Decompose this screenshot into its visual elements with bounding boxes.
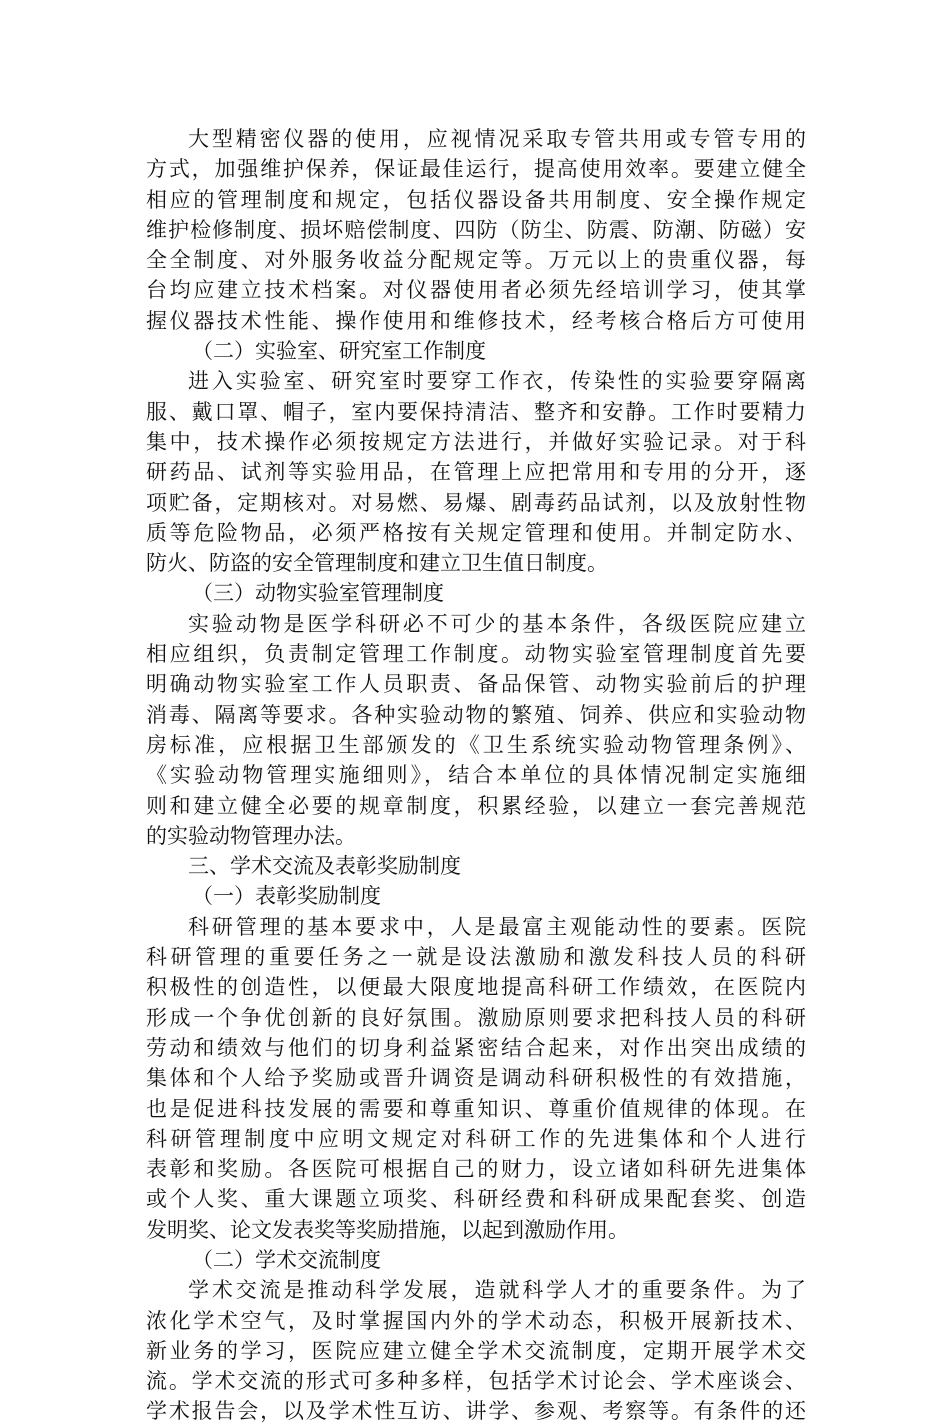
text-line: 也是促进科技发展的需要和尊重知识、尊重价值规律的体现。在: [146, 1096, 806, 1121]
paragraph-lab-rules: [146, 366, 806, 578]
paragraph-rewards: [146, 912, 806, 1245]
text-line: 学术交流是推动科学发展，造就科学人才的重要条件。为了: [188, 1278, 806, 1303]
text-line: 质等危险物品，必须严格按有关规定管理和使用。并制定防水、: [146, 520, 806, 545]
paragraph-instrument-usage: [146, 124, 806, 336]
text-line: 集体和个人给予奖励或晋升调资是调动科研积极性的有效措施，: [146, 1066, 806, 1091]
text-line: 新业务的学习，医院应建立健全学术交流制度，定期开展学术交: [146, 1338, 806, 1363]
text-line: 发明奖、论文发表奖等奖励措施，以起到激励作用。: [146, 1217, 629, 1242]
subheading-academic-exchange: （二）学术交流制度: [192, 1247, 381, 1272]
text-line: 科研管理的重要任务之一就是设法激励和激发科技人员的科研: [146, 945, 806, 970]
text-line: 握仪器技术性能、操作使用和维修技术，经考核合格后方可使用: [146, 308, 806, 333]
paragraph-academic-exchange: [146, 1275, 806, 1426]
text-line: 表彰和奖励。各医院可根据自己的财力，设立诸如科研先进集体: [146, 1157, 806, 1182]
text-line: 积极性的创造性，以便最大限度地提高科研工作绩效，在医院内: [146, 975, 806, 1000]
text-line: 实验动物是医学科研必不可少的基本条件，各级医院应建立: [188, 611, 806, 636]
subheading-rewards: （一）表彰奖励制度: [192, 884, 381, 909]
text-line: 项贮备，定期核对。对易燃、易爆、剧毒药品试剂，以及放射性物: [146, 490, 806, 515]
subheading-animal-lab: （三）动物实验室管理制度: [192, 581, 444, 606]
text-line: 相应组织，负责制定管理工作制度。动物实验室管理制度首先要: [146, 642, 806, 667]
text-line: 全全制度、对外服务收益分配规定等。万元以上的贵重仪器，每: [146, 248, 806, 273]
text-line: 服、戴口罩、帽子，室内要保持清洁、整齐和安静。工作时要精力: [146, 399, 806, 424]
text-line: 消毒、隔离等要求。各种实验动物的繁殖、饲养、供应和实验动物: [146, 702, 806, 727]
text-line: 防火、防盗的安全管理制度和建立卫生值日制度。: [146, 551, 608, 576]
text-line: 集中，技术操作必须按规定方法进行，并做好实验记录。对于科: [146, 429, 806, 454]
text-line: 流。学术交流的形式可多种多样，包括学术讨论会、学术座谈会、: [146, 1369, 806, 1394]
text-line: 方式，加强维护保养，保证最佳运行，提高使用效率。要建立健全: [146, 157, 806, 182]
section-heading-academic-exchange: 三、学术交流及表彰奖励制度: [188, 854, 461, 879]
text-line: 相应的管理制度和规定，包括仪器设备共用制度、安全操作规定: [146, 187, 806, 212]
text-line: 进入实验室、研究室时要穿工作衣，传染性的实验要穿隔离: [188, 369, 806, 394]
text-line: 科研管理的基本要求中，人是最富主观能动性的要素。医院: [188, 914, 806, 939]
text-line: 台均应建立技术档案。对仪器使用者必须先经培训学习，使其掌: [146, 278, 806, 303]
text-line: 浓化学术空气，及时掌握国内外的学术动态，积极开展新技术、: [146, 1308, 806, 1333]
text-line: 《实验动物管理实施细则》，结合本单位的具体情况制定实施细: [146, 763, 806, 788]
paragraph-animal-lab: [146, 609, 806, 851]
text-line: 形成一个争优创新的良好氛围。激励原则要求把科技人员的科研: [146, 1005, 806, 1030]
text-line: 劳动和绩效与他们的切身利益紧密结合起来，对作出突出成绩的: [146, 1035, 806, 1060]
text-line: 明确动物实验室工作人员职责、备品保管、动物实验前后的护理: [146, 672, 806, 697]
text-line: 研药品、试剂等实验用品，在管理上应把常用和专用的分开，逐: [146, 460, 806, 485]
text-line: 科研管理制度中应明文规定对科研工作的先进集体和个人进行: [146, 1126, 806, 1151]
document-page: [146, 124, 806, 1427]
text-line: 或个人奖、重大课题立项奖、科研经费和科研成果配套奖、创造: [146, 1187, 806, 1212]
text-line: 房标准，应根据卫生部颁发的《卫生系统实验动物管理条例》、: [146, 732, 806, 757]
text-line: 维护检修制度、损坏赔偿制度、四防（防尘、防震、防潮、防磁）安: [146, 217, 806, 242]
subheading-lab-rules: （二）实验室、研究室工作制度: [192, 339, 486, 364]
text-line: 则和建立健全必要的规章制度，积累经验，以建立一套完善规范: [146, 793, 806, 818]
text-line: 大型精密仪器的使用，应视情况采取专管共用或专管专用的: [188, 127, 806, 151]
text-line: 学术报告会，以及学术性互访、讲学、参观、考察等。有条件的还: [146, 1399, 806, 1424]
text-line: 的实验动物管理办法。: [146, 823, 356, 848]
